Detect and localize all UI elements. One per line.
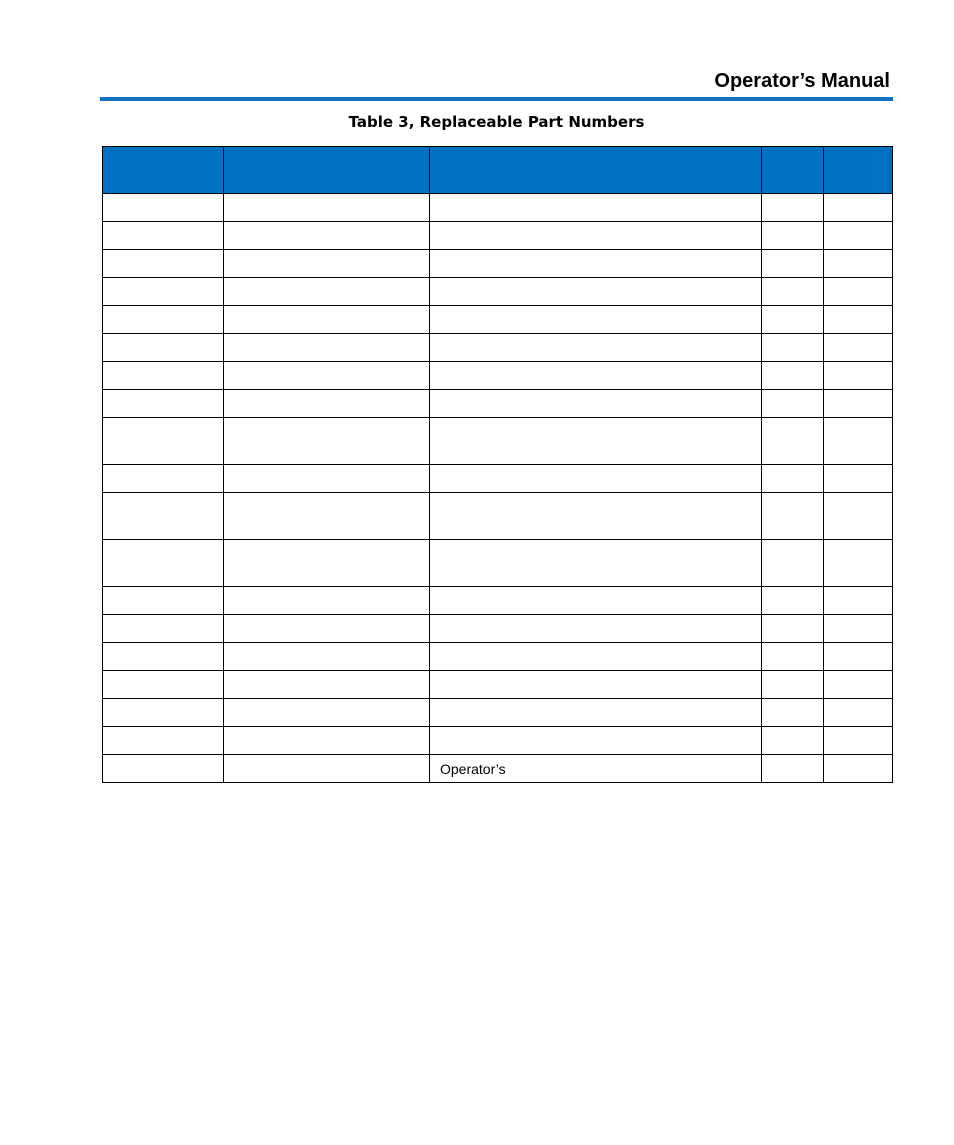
column-header [824, 147, 893, 194]
table-cell [762, 194, 824, 222]
table-row [103, 615, 893, 643]
table-caption: Table 3, Replaceable Part Numbers [348, 113, 645, 131]
table-cell [224, 362, 430, 390]
table-cell [103, 587, 224, 615]
table-cell [762, 390, 824, 418]
table-cell [762, 250, 824, 278]
table-row [103, 418, 893, 465]
table-cell [824, 671, 893, 699]
table-cell [103, 755, 224, 783]
table-cell [224, 727, 430, 755]
replaceable-parts-table [102, 146, 893, 783]
table-cell [103, 727, 224, 755]
table-cell [224, 643, 430, 671]
table-cell [103, 194, 224, 222]
table-cell [430, 418, 762, 465]
table-cell [224, 418, 430, 465]
table-cell [824, 699, 893, 727]
table-cell [430, 615, 762, 643]
table-cell [824, 643, 893, 671]
table-cell [824, 334, 893, 362]
table-cell [224, 493, 430, 540]
table-cell [430, 465, 762, 493]
table-cell [824, 615, 893, 643]
table-row [103, 362, 893, 390]
table-cell [824, 278, 893, 306]
table-cell [762, 222, 824, 250]
table-cell [824, 587, 893, 615]
table-cell [430, 390, 762, 418]
table-cell [824, 250, 893, 278]
table-cell [430, 699, 762, 727]
table-cell [224, 194, 430, 222]
table-cell [103, 278, 224, 306]
table-row [103, 727, 893, 755]
table-header-row [103, 147, 893, 194]
table-cell [762, 418, 824, 465]
table-cell [103, 540, 224, 587]
table-row [103, 250, 893, 278]
table-cell [103, 390, 224, 418]
table-cell [824, 222, 893, 250]
table-row [103, 334, 893, 362]
table-cell [430, 222, 762, 250]
table-cell [430, 194, 762, 222]
table-row [103, 306, 893, 334]
table-cell [224, 755, 430, 783]
table-row [103, 755, 893, 783]
table-cell [762, 278, 824, 306]
table-cell [762, 699, 824, 727]
table-cell [224, 465, 430, 493]
table-cell [824, 418, 893, 465]
table-cell [762, 671, 824, 699]
table-cell [224, 306, 430, 334]
table-cell [762, 362, 824, 390]
table-cell [103, 493, 224, 540]
table-cell [430, 362, 762, 390]
table-cell [762, 334, 824, 362]
table-row [103, 643, 893, 671]
table-cell [430, 587, 762, 615]
table-cell [762, 643, 824, 671]
table-cell [103, 222, 224, 250]
table-cell [224, 222, 430, 250]
table-cell [430, 306, 762, 334]
table-cell [103, 465, 224, 493]
table-cell [430, 540, 762, 587]
table-cell [430, 334, 762, 362]
column-header [430, 147, 762, 194]
table-cell [224, 278, 430, 306]
table-cell: Operator’s [430, 755, 762, 783]
table-row [103, 278, 893, 306]
document-title: Operator’s Manual [714, 70, 890, 92]
table-cell [430, 727, 762, 755]
table-cell [824, 727, 893, 755]
table-cell [762, 540, 824, 587]
table-row [103, 699, 893, 727]
column-header [762, 147, 824, 194]
table-cell [224, 587, 430, 615]
column-header [224, 147, 430, 194]
table-cell [762, 493, 824, 540]
table-cell [224, 250, 430, 278]
table-cell [224, 671, 430, 699]
table-cell [824, 390, 893, 418]
column-header [103, 147, 224, 194]
table-cell [103, 362, 224, 390]
table-row [103, 671, 893, 699]
table-cell [824, 194, 893, 222]
table-cell [224, 390, 430, 418]
table-cell [762, 755, 824, 783]
table-cell [824, 306, 893, 334]
table-row [103, 222, 893, 250]
table-cell [824, 540, 893, 587]
table-cell [224, 699, 430, 727]
table-cell [103, 643, 224, 671]
table-cell [103, 699, 224, 727]
table-cell [762, 306, 824, 334]
table-cell [430, 671, 762, 699]
table-cell [762, 727, 824, 755]
table-cell [103, 334, 224, 362]
table-cell [824, 362, 893, 390]
table-cell [762, 587, 824, 615]
table-cell [430, 278, 762, 306]
table-cell [224, 334, 430, 362]
table-cell [103, 306, 224, 334]
table-cell [430, 250, 762, 278]
header-divider [100, 97, 893, 101]
table-cell [430, 643, 762, 671]
table-cell [103, 615, 224, 643]
table-row [103, 465, 893, 493]
table-cell [103, 418, 224, 465]
table-cell [224, 540, 430, 587]
table-cell [762, 615, 824, 643]
table-row [103, 493, 893, 540]
table-cell [430, 493, 762, 540]
table-row [103, 390, 893, 418]
table-cell [762, 465, 824, 493]
table-cell [224, 615, 430, 643]
table-row [103, 540, 893, 587]
table-cell [103, 250, 224, 278]
table-row [103, 587, 893, 615]
table-cell [824, 465, 893, 493]
table-cell [824, 755, 893, 783]
table-cell [824, 493, 893, 540]
table-row [103, 194, 893, 222]
table-cell [103, 671, 224, 699]
